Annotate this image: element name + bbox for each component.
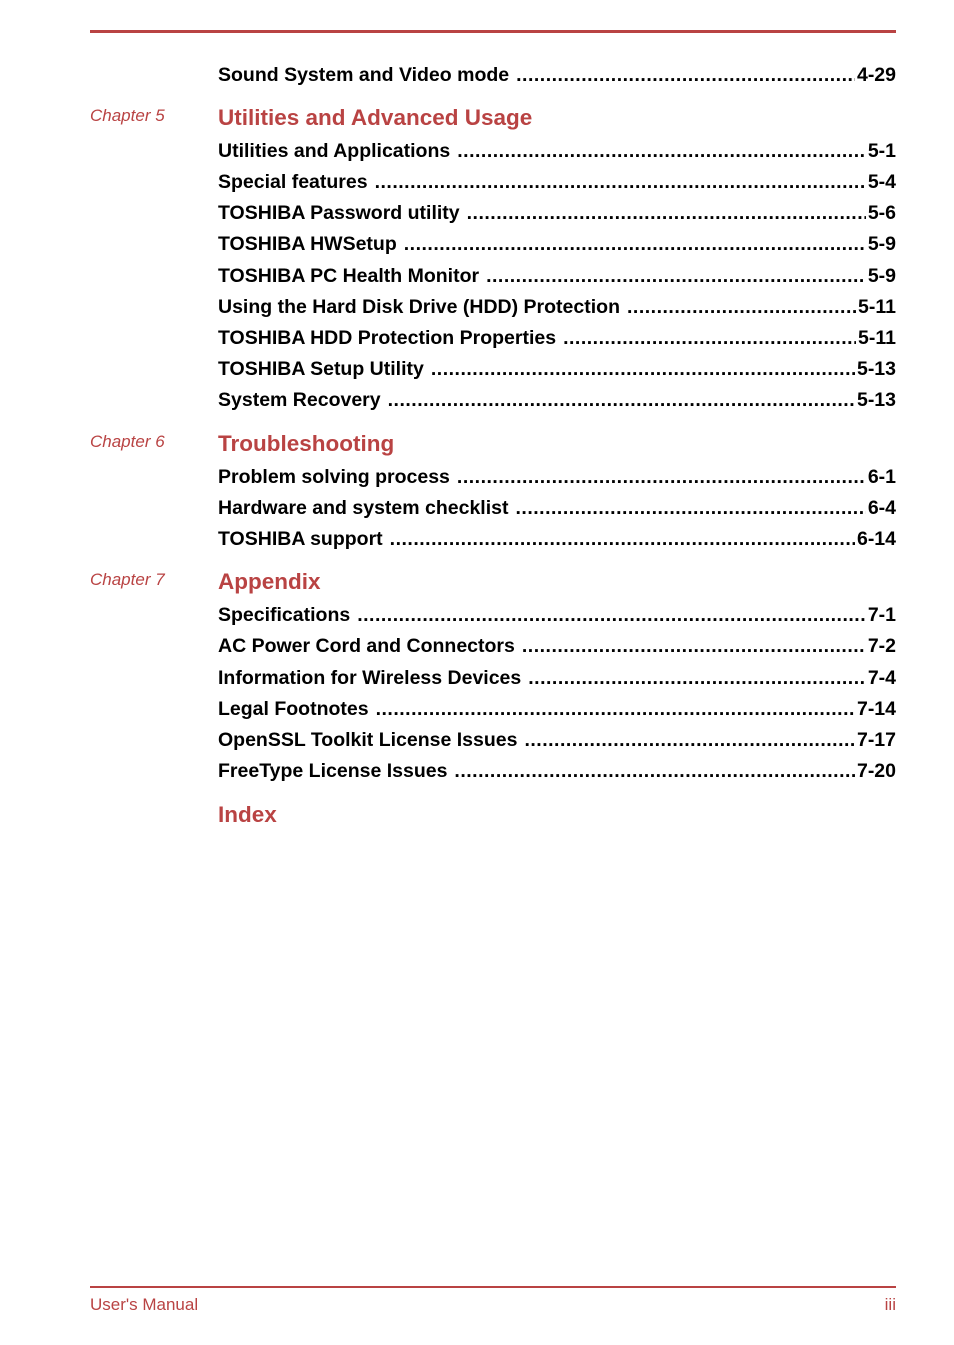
toc-entry[interactable]	[218, 356, 896, 382]
toc-entry-page: 5-13	[856, 358, 896, 380]
toc-entry-page: 6-4	[867, 497, 896, 519]
toc-entry-page: 5-6	[867, 202, 896, 224]
toc-entry-label: Sound System and Video mode	[218, 64, 510, 86]
toc-entry-label: Specifications	[218, 604, 351, 626]
toc-leader-dots	[457, 138, 866, 164]
toc-entry-label: AC Power Cord and Connectors	[218, 635, 515, 657]
toc-entry[interactable]	[218, 138, 896, 164]
toc-entry[interactable]	[218, 294, 896, 320]
toc-entry-page: 5-11	[858, 327, 896, 349]
toc-leader-dots	[404, 231, 866, 257]
toc-entry[interactable]	[218, 464, 896, 490]
toc-entry-page: 7-1	[867, 604, 896, 626]
toc-entry-page: 5-13	[856, 389, 896, 411]
toc-entry-page: 5-9	[867, 265, 896, 287]
chapter-label: Chapter 5	[90, 106, 165, 125]
toc-entry[interactable]	[218, 758, 896, 784]
toc-entry-label: Information for Wireless Devices	[218, 667, 522, 689]
toc-entry-page: 6-1	[867, 466, 896, 488]
chapter-label: Chapter 6	[90, 432, 165, 451]
header-rule	[90, 30, 896, 33]
toc-leader-dots	[486, 263, 866, 289]
toc-entry-page: 7-4	[867, 667, 896, 689]
toc-entry-label: System Recovery	[218, 389, 381, 411]
toc-entry[interactable]	[218, 325, 896, 351]
footer-manual-name: User's Manual	[90, 1295, 199, 1314]
toc-entry-label: FreeType License Issues	[218, 760, 448, 782]
toc-entry-page: 7-2	[867, 635, 896, 657]
toc-leader-dots	[528, 665, 866, 691]
toc-leader-dots	[357, 602, 866, 628]
toc-leader-dots	[376, 696, 855, 722]
toc-leader-dots	[388, 387, 855, 413]
toc-leader-dots	[375, 169, 866, 195]
toc-entry-page: 6-14	[856, 528, 896, 550]
toc-entry-page: 5-1	[867, 140, 896, 162]
toc-entry-page: 7-14	[856, 698, 896, 720]
toc-entry-label: TOSHIBA HWSetup	[218, 233, 397, 255]
toc-entry-label: Using the Hard Disk Drive (HDD) Protection	[218, 296, 620, 318]
toc-entry-page: 5-11	[858, 296, 896, 318]
toc-leader-dots	[627, 294, 856, 320]
chapter-label: Chapter 7	[90, 570, 165, 589]
toc-leader-dots	[516, 62, 855, 88]
toc-leader-dots	[515, 495, 865, 521]
toc-entry[interactable]	[218, 696, 896, 722]
toc-entry-label: OpenSSL Toolkit License Issues	[218, 729, 518, 751]
toc-entry[interactable]	[218, 665, 896, 691]
index-title[interactable]: Index	[218, 802, 277, 827]
chapter-title[interactable]: Utilities and Advanced Usage	[218, 105, 533, 130]
toc-entry[interactable]	[218, 62, 896, 88]
toc-entry-label: TOSHIBA HDD Protection Properties	[218, 327, 557, 349]
toc-leader-dots	[522, 633, 866, 659]
toc-leader-dots	[454, 758, 855, 784]
toc-entry[interactable]	[218, 387, 896, 413]
toc-entry[interactable]	[218, 231, 896, 257]
toc-entry-label: Hardware and system checklist	[218, 497, 509, 519]
toc-entry-label: TOSHIBA PC Health Monitor	[218, 265, 480, 287]
toc-entry-label: Special features	[218, 171, 368, 193]
toc-entry[interactable]	[218, 495, 896, 521]
toc-entry-page: 7-17	[856, 729, 896, 751]
toc-leader-dots	[563, 325, 856, 351]
toc-leader-dots	[524, 727, 855, 753]
footer-rule	[90, 1286, 896, 1288]
toc-leader-dots	[431, 356, 855, 382]
chapter-title[interactable]: Appendix	[218, 569, 321, 594]
toc-entry-label: Problem solving process	[218, 466, 450, 488]
toc-leader-dots	[457, 464, 866, 490]
toc-entry[interactable]	[218, 200, 896, 226]
toc-leader-dots	[467, 200, 866, 226]
toc-entry[interactable]	[218, 169, 896, 195]
toc-entry-label: Legal Footnotes	[218, 698, 369, 720]
toc-entry-page: 4-29	[856, 64, 896, 86]
toc-entry-label: TOSHIBA Password utility	[218, 202, 460, 224]
chapter-title[interactable]: Troubleshooting	[218, 431, 395, 456]
footer-page-number: iii	[884, 1295, 896, 1314]
toc-entry-page: 5-4	[867, 171, 896, 193]
toc-entry[interactable]	[218, 633, 896, 659]
toc-entry-page: 5-9	[867, 233, 896, 255]
toc-entry[interactable]	[218, 263, 896, 289]
toc-entry[interactable]	[218, 526, 896, 552]
toc-leader-dots	[390, 526, 855, 552]
toc-entry-label: TOSHIBA support	[218, 528, 383, 550]
toc-entry-label: Utilities and Applications	[218, 140, 451, 162]
toc-entry-page: 7-20	[856, 760, 896, 782]
toc-entry[interactable]	[218, 602, 896, 628]
toc-entry-label: TOSHIBA Setup Utility	[218, 358, 424, 380]
toc-entry[interactable]	[218, 727, 896, 753]
